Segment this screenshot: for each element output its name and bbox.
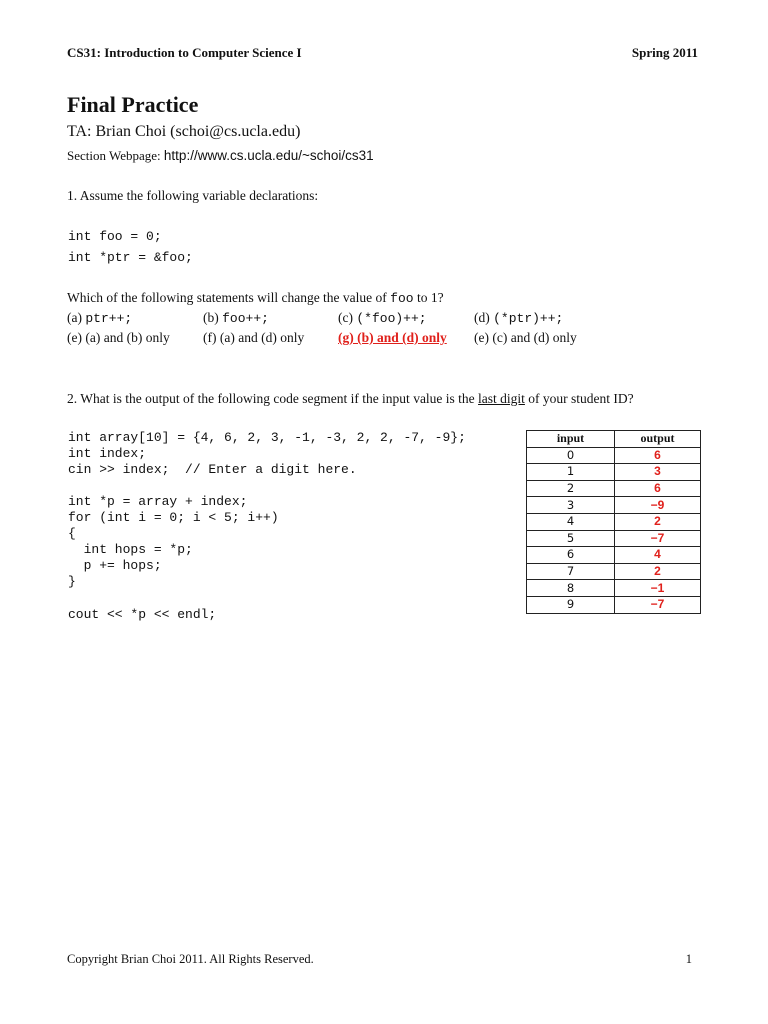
option-label: (a) [67,310,86,325]
q2-code-line: } [68,574,76,589]
output-cell: −9 [615,497,701,514]
output-cell: 6 [615,447,701,464]
q2-code-line: p += hops; [68,558,162,573]
input-cell: 5 [527,530,615,547]
table-row [527,464,701,481]
webpage-label: Section Webpage: [67,148,164,163]
table-row [527,480,701,497]
input-cell: 0 [527,447,615,464]
term-header: Spring 2011 [631,45,698,60]
input-cell: 2 [527,480,615,497]
output-cell: −7 [615,530,701,547]
q1-question-post: to 1? [413,290,444,305]
q2-prompt [67,391,634,407]
option-code: foo++; [222,311,269,326]
input-cell: 3 [527,497,615,514]
q2-code-line: int array[10] = {4, 6, 2, 3, -1, -3, 2, 2, -7, -9}; [68,430,466,445]
q1-code-line: int foo = 0; [68,229,162,244]
input-column-header: input [527,431,615,448]
table-row [527,497,701,514]
q1-option-b [203,310,269,326]
q1-code-line: int *ptr = &foo; [68,250,193,265]
output-cell: 4 [615,547,701,564]
table-row [527,580,701,597]
table-row [527,547,701,564]
q1-option-f: (f) (a) and (d) only [203,330,305,345]
table-row [527,563,701,580]
answer-table [526,430,701,614]
table-row [527,530,701,547]
table-row [527,447,701,464]
section-webpage [67,148,374,164]
q1-option-e: (e) (a) and (b) only [67,330,170,345]
output-cell: −1 [615,580,701,597]
page-title: Final Practice [67,92,199,117]
output-cell: 3 [615,464,701,481]
table-row [527,513,701,530]
table-row [527,596,701,613]
output-cell: 6 [615,480,701,497]
q1-option-e2: (e) (c) and (d) only [474,330,577,345]
output-cell: −7 [615,596,701,613]
q2-code-line: int *p = array + index; [68,494,248,509]
q1-prompt: 1. Assume the following variable declarations: [67,188,319,203]
q2-prompt-underlined: last digit [478,391,525,406]
output-column-header: output [615,431,701,448]
input-cell: 6 [527,547,615,564]
option-label: (c) [338,310,357,325]
q1-question-pre: Which of the following statements will change the value of [67,290,391,305]
input-cell: 4 [527,513,615,530]
input-cell: 9 [527,596,615,613]
q1-option-a [67,310,132,326]
input-cell: 1 [527,464,615,481]
q2-prompt-pre: 2. What is the output of the following code segment if the input value is the [67,391,479,406]
option-code: (*foo)++; [356,311,427,326]
q2-code-line: { [68,526,76,541]
option-code: (*ptr)++; [493,311,564,326]
output-cell: 2 [615,513,701,530]
option-code: ptr++; [85,311,133,326]
input-cell: 8 [527,580,615,597]
webpage-url: http://www.cs.ucla.edu/~schoi/cs31 [163,148,374,163]
page-number: 1 [685,952,692,966]
table-header-row [527,431,701,448]
ta-line: TA: Brian Choi (schoi@cs.ucla.edu) [67,123,301,140]
q2-code-line: int hops = *p; [68,542,193,557]
input-cell: 7 [527,563,615,580]
option-label: (b) [203,310,223,325]
q2-prompt-post: of your student ID? [524,391,634,406]
copyright-footer: Copyright Brian Choi 2011. All Rights Reserved. [67,952,314,966]
q2-code-line: for (int i = 0; i < 5; i++) [68,510,279,525]
q1-question [67,290,444,306]
q1-question-var: foo [390,291,414,306]
course-header: CS31: Introduction to Computer Science I [67,45,302,60]
q2-code-line: cout << *p << endl; [68,607,217,622]
q1-option-d [474,310,563,326]
q2-code-line: cin >> index; // Enter a digit here. [68,462,357,477]
q1-option-c [338,310,427,326]
option-label: (d) [474,310,494,325]
q2-code-line: int index; [68,446,147,461]
q1-option-g-correct-answer: (g) (b) and (d) only [338,330,447,345]
output-cell: 2 [615,563,701,580]
